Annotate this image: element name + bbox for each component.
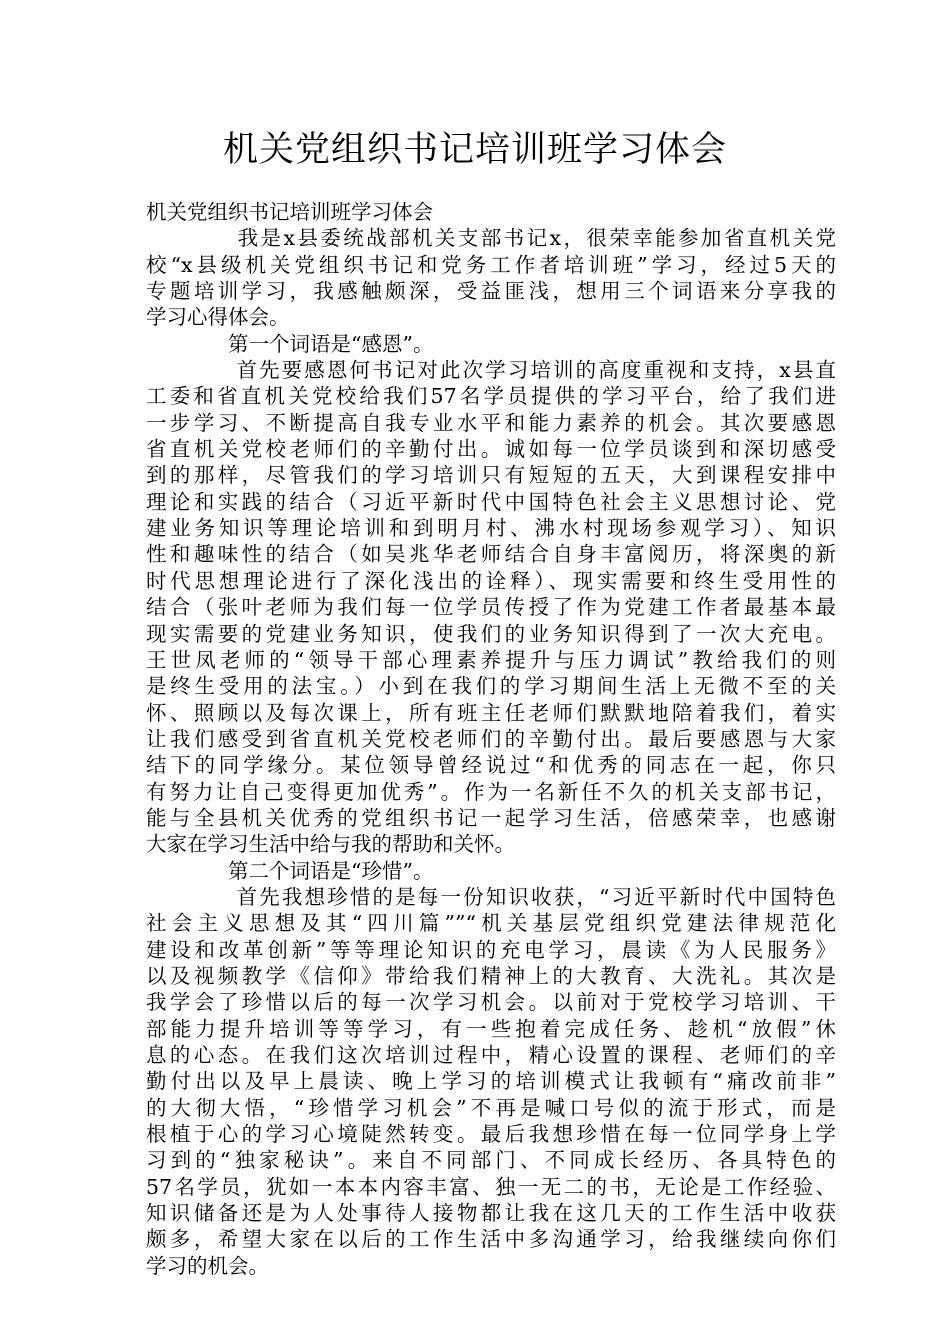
- body-line: 是终生受用的法宝。）小到在我们的学习期间生活上无微不至的关: [146, 674, 836, 699]
- body-line: 首先我想珍惜的是每一份知识收获，“习近平新时代中国特色: [146, 884, 836, 909]
- document-body: [146, 199, 836, 1279]
- body-line: 一步学习、不断提高自我专业水平和能力素养的机会。其次要感恩: [146, 410, 836, 435]
- body-line: 结合（张叶老师为我们每一位学员传授了作为党建工作者最基本最: [146, 595, 836, 620]
- body-line: 习到的“独家秘诀”。来自不同部门、不同成长经历、各具特色的: [146, 1148, 836, 1173]
- body-line: 校“x县级机关党组织书记和党务工作者培训班”学习，经过5天的: [146, 252, 836, 277]
- body-line: 知识储备还是为人处事待人接物都让我在这几天的工作生活中收获: [146, 1201, 836, 1226]
- body-line: 让我们感受到省直机关党校老师们的辛勤付出。最后要感恩与大家: [146, 726, 836, 751]
- body-line: 勤付出以及早上晨读、晚上学习的培训模式让我顿有“痛改前非”: [146, 1069, 836, 1094]
- body-line: 息的心态。在我们这次培训过程中，精心设置的课程、老师们的辛: [146, 1043, 836, 1067]
- body-line: 能与全县机关优秀的党组织书记一起学习生活，倍感荣幸，也感谢: [146, 805, 836, 830]
- body-line: 学习心得体会。: [146, 305, 290, 330]
- body-line: 社会主义思想及其“四川篇””“机关基层党组织党建法律规范化: [146, 911, 836, 936]
- body-line: 我学会了珍惜以后的每一次学习机会。以前对于党校学习培训、干: [146, 990, 836, 1015]
- body-line: 第二个词语是“珍惜”。: [146, 858, 434, 883]
- body-line: 现实需要的党建业务知识，使我们的业务知识得到了一次大充电。: [146, 621, 836, 646]
- body-line: 学习的机会。: [146, 1253, 269, 1278]
- body-line: 根植于心的学习心境陡然转变。最后我想珍惜在每一位同学身上学: [146, 1122, 836, 1147]
- body-line: 大家在学习生活中给与我的帮助和关怀。: [146, 832, 515, 857]
- body-line: 颇多，希望大家在以后的工作生活中多沟通学习，给我继续向你们: [146, 1227, 836, 1252]
- body-line: 建设和改革创新”等等理论知识的充电学习，晨读《为人民服务》: [146, 937, 836, 962]
- body-line: 的大彻大悟，“珍惜学习机会”不再是喊口号似的流于形式，而是: [146, 1095, 836, 1120]
- body-line: 有努力让自己变得更加优秀”。作为一名新任不久的机关支部书记，: [146, 779, 836, 804]
- body-line: 专题培训学习，我感触颇深，受益匪浅，想用三个词语来分享我的: [146, 279, 836, 304]
- body-line: 时代思想理论进行了深化浅出的诠释）、现实需要和终生受用性的: [146, 568, 836, 593]
- body-line: 我是x县委统战部机关支部书记x，很荣幸能参加省直机关党: [146, 226, 836, 251]
- body-line: 怀、照顾以及每次课上，所有班主任老师们默默地陪着我们，着实: [146, 700, 836, 725]
- body-line: 部能力提升培训等等学习，有一些抱着完成任务、趁机“放假”休: [146, 1016, 836, 1041]
- body-line: 王世凤老师的“领导干部心理素养提升与压力调试”教给我们的则: [146, 647, 836, 672]
- body-line: 57名学员，犹如一本本内容丰富、独一无二的书，无论是工作经验、: [146, 1174, 836, 1199]
- body-line: 省直机关党校老师们的辛勤付出。诚如每一位学员谈到和深切感受: [146, 437, 836, 462]
- body-line: 理论和实践的结合（习近平新时代中国特色社会主义思想讨论、党: [146, 489, 836, 514]
- body-line: 结下的同学缘分。某位领导曾经说过“和优秀的同志在一起，你只: [146, 753, 836, 778]
- body-line: 工委和省直机关党校给我们57名学员提供的学习平台，给了我们进: [146, 384, 836, 409]
- body-line: 建业务知识等理论培训和到明月村、沸水村现场参观学习）、知识: [146, 516, 836, 541]
- body-line: 以及视频教学《信仰》带给我们精神上的大教育、大洗礼。其次是: [146, 963, 836, 988]
- body-line: 第一个词语是“感恩”。: [146, 331, 434, 356]
- body-line: 性和趣味性的结合（如吴兆华老师结合自身丰富阅历，将深奥的新: [146, 542, 836, 567]
- body-line: 到的那样，尽管我们的学习培训只有短短的五天，大到课程安排中: [146, 463, 836, 488]
- document-title: 机关党组织书记培训班学习体会: [222, 130, 727, 170]
- body-line: 首先要感恩何书记对此次学习培训的高度重视和支持，x县直: [146, 358, 836, 383]
- body-line: 机关党组织书记培训班学习体会: [146, 200, 433, 224]
